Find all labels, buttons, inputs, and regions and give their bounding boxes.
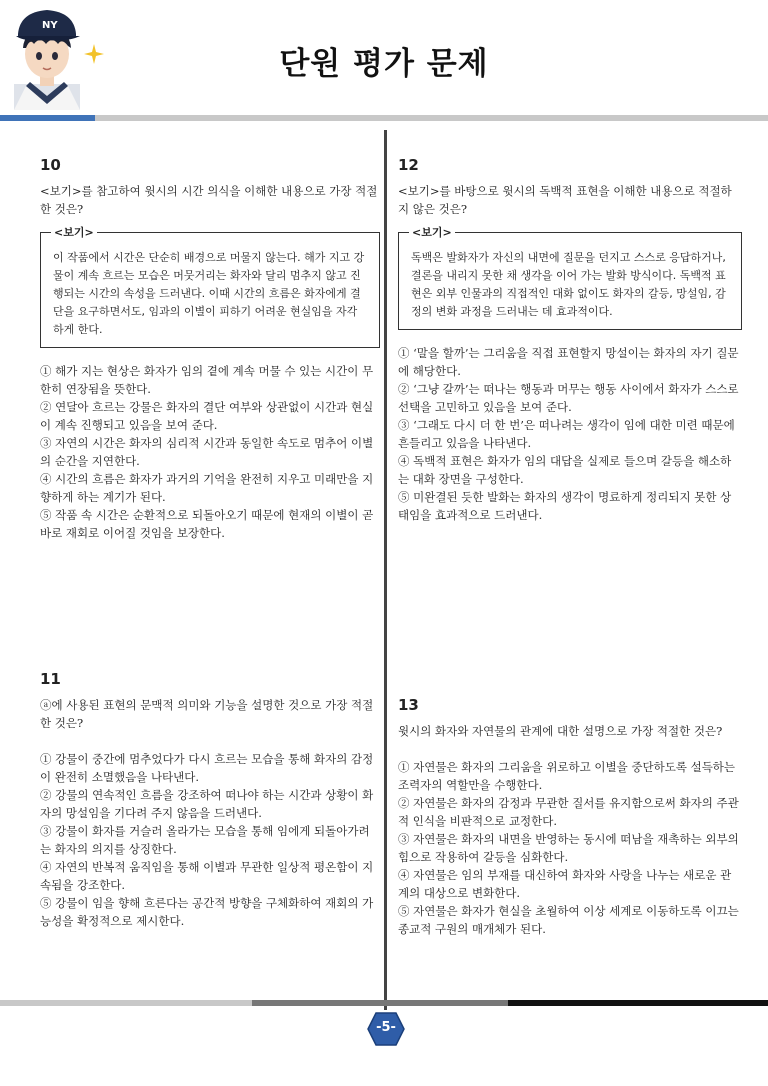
page-number-badge (367, 1012, 405, 1046)
question-12 (398, 156, 742, 524)
reference-box-text: 이 작품에서 시간은 단순히 배경으로 머물지 않는다. 해가 지고 강물이 계속 흐르는 모습은 머뭇거리는 화자와 달리 멈추지 않고 진행되는 시간의 속성을 드러낸다. 이때 시간의 흐름은 화자에게 결단을 요구하면서도, 임과의 이별이 피하기 어려운 현실임을 자각하게 한다. (53, 251, 365, 336)
choice-5: ⑤ 강물이 임을 향해 흐른다는 공간적 방향을 구체화하여 재회의 가능성을 확정적으로 제시한다. (40, 896, 374, 928)
choice-1: ① 해가 지는 현상은 화자가 임의 곁에 계속 머물 수 있는 시간이 무한히 연장됨을 뜻한다. (40, 364, 374, 396)
question-stem: <보기>를 바탕으로 윗시의 독백적 표현을 이해한 내용으로 적절하지 않은 것은? (398, 184, 732, 216)
column-divider (384, 130, 387, 1010)
question-number: 13 (398, 696, 419, 714)
choice-4: ④ 자연의 반복적 움직임을 통해 이별과 무관한 일상적 평온함이 지속됨을 강조한다. (40, 860, 374, 892)
choice-3: ③ 자연의 시간은 화자의 심리적 시간과 동일한 속도로 멈추어 이별의 순간을 지연한다. (40, 436, 374, 468)
question-13 (398, 696, 742, 938)
header-bar-gray (95, 115, 768, 121)
question-10 (40, 156, 380, 542)
choice-1: ① 강물이 중간에 멈추었다가 다시 흐르는 모습을 통해 화자의 감정이 완전히 소멸했음을 나타낸다. (40, 752, 374, 784)
reference-box (40, 226, 380, 348)
question-stem: ⓐ에 사용된 표현의 문맥적 의미와 기능을 설명한 것으로 가장 적절한 것은? (40, 698, 374, 730)
page-title: 단원 평가 문제 (279, 46, 489, 82)
reference-box-text: 독백은 발화자가 자신의 내면에 질문을 던지고 스스로 응답하거나, 결론을 내리지 못한 채 생각을 이어 가는 발화 방식이다. 독백적 표현은 외부 인물과의 직접적인 대화 없이도 화자의 갈등, 망설임, 감정의 변화 과정을 드러내는 데 효과적이다. (411, 251, 726, 318)
choice-2: ② 연달아 흐르는 강물은 화자의 결단 여부와 상관없이 시간과 현실이 계속 진행되고 있음을 보여 준다. (40, 400, 374, 432)
question-stem: <보기>를 참고하여 윗시의 시간 의식을 이해한 내용으로 가장 적절한 것은? (40, 184, 378, 216)
page-number: -5- (376, 1020, 396, 1035)
choice-5: ⑤ 미완결된 듯한 발화는 화자의 생각이 명료하게 정리되지 못한 상태임을 효과적으로 드러낸다. (398, 490, 732, 522)
choice-4: ④ 시간의 흐름은 화자가 과거의 기억을 완전히 지우고 미래만을 지향하게 하는 계기가 된다. (40, 472, 374, 504)
reference-box-label: <보기> (409, 224, 455, 242)
choice-3: ③ ‘그래도 다시 더 한 번’은 떠나려는 생각이 임에 대한 미련 때문에 흔들리고 있음을 나타낸다. (398, 418, 735, 450)
footer-bar-mid (252, 1000, 508, 1006)
choice-4: ④ 독백적 표현은 화자가 임의 대답을 실제로 들으며 갈등을 해소하는 대화 장면을 구성한다. (398, 454, 732, 486)
choice-3: ③ 자연물은 화자의 내면을 반영하는 동시에 떠남을 재촉하는 외부의 힘으로 작용하여 갈등을 심화한다. (398, 832, 739, 864)
choice-1: ① ‘말을 할까’는 그리움을 직접 표현할지 망설이는 화자의 자기 질문에 해당한다. (398, 346, 739, 378)
question-number: 11 (40, 670, 61, 688)
choice-5: ⑤ 작품 속 시간은 순환적으로 되돌아오기 때문에 현재의 이별이 곧바로 재회로 이어질 것임을 보장한다. (40, 508, 374, 540)
choice-5: ⑤ 자연물은 화자가 현실을 초월하여 이상 세계로 이동하도록 이끄는 종교적 구원의 매개체가 된다. (398, 904, 739, 936)
choice-2: ② 강물의 연속적인 흐름을 강조하여 떠나야 하는 시간과 상황이 화자의 망설임을 기다려 주지 않음을 드러낸다. (40, 788, 374, 820)
choice-1: ① 자연물은 화자의 그리움을 위로하고 이별을 중단하도록 설득하는 조력자의 역할만을 수행한다. (398, 760, 736, 792)
footer-bar-dark (508, 1000, 768, 1006)
choice-2: ② ‘그냥 갈까’는 떠나는 행동과 머무는 행동 사이에서 화자가 스스로 선택을 고민하고 있음을 보여 준다. (398, 382, 739, 414)
header-bar-blue (0, 115, 95, 121)
choice-4: ④ 자연물은 임의 부재를 대신하여 화자와 사랑을 나누는 새로운 관계의 대상으로 변화한다. (398, 868, 732, 900)
svg-text:NY: NY (42, 20, 58, 31)
question-11 (40, 670, 380, 930)
reference-box-label: <보기> (51, 224, 97, 242)
choice-2: ② 자연물은 화자의 감정과 무관한 질서를 유지함으로써 화자의 주관적 인식을 비판적으로 교정한다. (398, 796, 739, 828)
footer-bar-light (0, 1000, 252, 1006)
question-number: 12 (398, 156, 419, 174)
question-number: 10 (40, 156, 61, 174)
choice-3: ③ 강물이 화자를 거슬러 올라가는 모습을 통해 임에게 되돌아가려는 화자의 의지를 상징한다. (40, 824, 370, 856)
question-stem: 윗시의 화자와 자연물의 관계에 대한 설명으로 가장 적절한 것은? (398, 724, 723, 738)
reference-box (398, 226, 742, 330)
